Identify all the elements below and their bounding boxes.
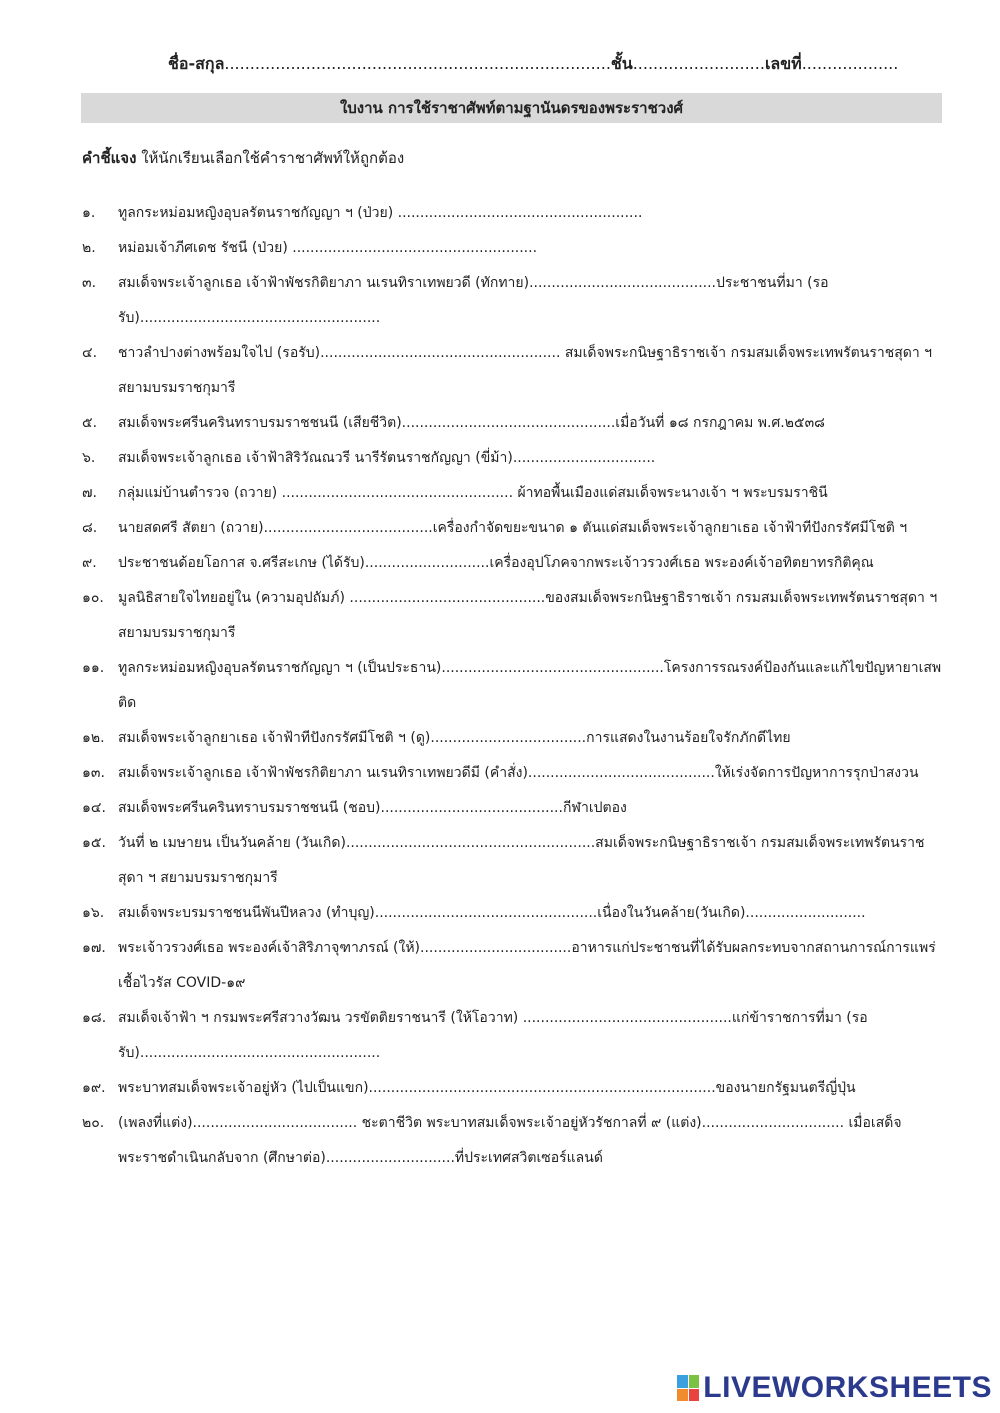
question-text[interactable]: สมเด็จพระเจ้าลูกเธอ เจ้าฟ้าสิริวัณณวรี นารีรัตนราชกัญญา (ขี่ม้า)................................ bbox=[118, 450, 656, 466]
instruction bbox=[82, 146, 404, 170]
question-number: ๙. bbox=[82, 555, 97, 571]
question-text[interactable]: หม่อมเจ้าภีศเดช รัชนี (ป่วย) ....................................................... bbox=[118, 240, 538, 256]
question-item bbox=[82, 441, 942, 476]
question-number: ๑๘. bbox=[82, 1010, 107, 1026]
question-text[interactable]: กลุ่มแม่บ้านตำรวจ (ถวาย) .................................................... ผ้าทอพื้นเมืองแด่สมเด็จพระนางเจ้า ฯ พระบรมราชินี bbox=[118, 485, 828, 501]
question-number: ๑๒. bbox=[82, 730, 105, 746]
question-number: ๑๓. bbox=[82, 765, 105, 781]
question-text[interactable]: สมเด็จพระศรีนครินทราบรมราชชนนี (เสียชีวิต)................................................เมื่อวันที่ ๑๘ กรกฎาคม พ.ศ.๒๕๓๘ bbox=[118, 415, 825, 431]
question-number: ๑๔. bbox=[82, 800, 106, 816]
worksheet-title: ใบงาน การใช้ราชาศัพท์ตามฐานันดรของพระราชวงศ์ bbox=[81, 93, 942, 123]
question-number: ๒๐. bbox=[82, 1115, 105, 1131]
question-text[interactable]: สมเด็จเจ้าฟ้า ฯ กรมพระศรีสวางวัฒน วรขัตติยราชนารี (ให้โอวาท) ...............................................แก่ข้าราชการที่มา (รอรับ)...................................................... bbox=[118, 1010, 868, 1061]
logo-text: LIVEWORKSHEETS bbox=[703, 1371, 992, 1404]
question-text[interactable]: วันที่ ๒ เมษายน เป็นวันคล้าย (วันเกิด)........................................................สมเด็จพระกนิษฐาธิราชเจ้า กรมสมเด็จพระเทพรัตนราชสุดา ฯ สยามบรมราชกุมารี bbox=[118, 835, 925, 886]
question-text[interactable]: สมเด็จพระเจ้าลูกเธอ เจ้าฟ้าพัชรกิติยาภา นเรนทิราเทพยวดีมี (คำสั่ง)..........................................ให้เร่งจัดการปัญหาการรุกป่าสงวน bbox=[118, 765, 919, 781]
question-number: ๑๗. bbox=[82, 940, 106, 956]
question-number: ๔. bbox=[82, 345, 98, 361]
question-number: ๑๖. bbox=[82, 905, 105, 921]
question-text[interactable]: (เพลงที่แต่ง)..................................... ชะตาชีวิต พระบาทสมเด็จพระเจ้าอยู่หัวรัชกาลที่ ๙ (แต่ง)................................ เมื่อเสด็จพระราชดำเนินกลับจาก (ศึกษาต่อ).............................ที่ประเทศสวิตเซอร์แลนด์ bbox=[118, 1115, 902, 1166]
question-text[interactable]: มูลนิธิสายใจไทยอยู่ใน (ความอุปถัมภ์) ............................................ของสมเด็จพระกนิษฐาธิราชเจ้า กรมสมเด็จพระเทพรัตนราชสุดา ฯ สยามบรมราชกุมารี bbox=[118, 590, 938, 641]
question-text[interactable]: สมเด็จพระบรมราชชนนีพันปีหลวง (ทำบุญ)..................................................เนื่องในวันคล้าย(วันเกิด)........................... bbox=[118, 905, 866, 921]
question-text[interactable]: พระบาทสมเด็จพระเจ้าอยู่หัว (ไปเป็นแขก)..............................................................................ของนายกรัฐมนตรีญี่ปุ่น bbox=[118, 1080, 856, 1096]
question-number: ๖. bbox=[82, 450, 96, 466]
question-number: ๑๐. bbox=[82, 590, 104, 606]
question-text[interactable]: สมเด็จพระศรีนครินทราบรมราชชนนี (ชอบ).........................................กีฬาเปตอง bbox=[118, 800, 627, 816]
question-number: ๑. bbox=[82, 205, 96, 221]
instruction-label: คำชี้แจง bbox=[82, 149, 137, 167]
number-label: เลขที่ bbox=[764, 54, 802, 73]
question-item bbox=[82, 1106, 942, 1176]
question-item bbox=[82, 511, 942, 546]
student-info-line bbox=[168, 52, 898, 77]
class-blank[interactable]: .......................... bbox=[632, 54, 765, 73]
question-text[interactable]: นายสดศรี สัตยา (ถวาย)......................................เครื่องกำจัดขยะขนาด ๑ ตันแด่สมเด็จพระเจ้าลูกยาเธอ เจ้าฟ้าทีปังกรรัศมีโชติ ฯ bbox=[118, 520, 908, 536]
question-item bbox=[82, 406, 942, 441]
number-blank[interactable]: ................... bbox=[801, 54, 899, 73]
question-item bbox=[82, 476, 942, 511]
question-number: ๗. bbox=[82, 485, 97, 501]
question-item bbox=[82, 826, 942, 896]
question-item bbox=[82, 1001, 942, 1071]
name-label: ชื่อ-สกุล bbox=[168, 54, 225, 73]
question-item bbox=[82, 791, 942, 826]
logo-icon bbox=[677, 1375, 699, 1401]
instruction-text: ให้นักเรียนเลือกใช้คำราชาศัพท์ให้ถูกต้อง bbox=[141, 149, 405, 167]
question-text[interactable]: ประชาชนด้อยโอกาส จ.ศรีสะเกษ (ได้รับ)............................เครื่องอุปโภคจากพระเจ้าวรวงศ์เธอ พระองค์เจ้าอทิตยาทรกิติคุณ bbox=[118, 555, 874, 571]
question-item bbox=[82, 931, 942, 1001]
question-text[interactable]: ทูลกระหม่อมหญิงอุบลรัตนราชกัญญา ฯ (เป็นประธาน)..................................................โครงการรณรงค์ป้องกันและแก้ไขปัญหายาเสพติด bbox=[118, 660, 942, 711]
question-number: ๒. bbox=[82, 240, 96, 256]
question-item bbox=[82, 651, 942, 721]
question-item bbox=[82, 336, 942, 406]
question-text[interactable]: สมเด็จพระเจ้าลูกยาเธอ เจ้าฟ้าทีปังกรรัศมีโชติ ฯ (ดู)...................................การแสดงในงานร้อยใจรักภักดีไทย bbox=[118, 730, 791, 746]
question-item bbox=[82, 896, 942, 931]
question-item bbox=[82, 196, 942, 231]
question-item bbox=[82, 266, 942, 336]
liveworksheets-logo[interactable] bbox=[677, 1371, 992, 1405]
question-item bbox=[82, 581, 942, 651]
question-number: ๓. bbox=[82, 275, 97, 291]
question-text[interactable]: ทูลกระหม่อมหญิงอุบลรัตนราชกัญญา ฯ (ป่วย) ....................................................... bbox=[118, 205, 643, 221]
question-text[interactable]: ชาวลำปางต่างพร้อมใจไป (รอรับ)...................................................... สมเด็จพระกนิษฐาธิราชเจ้า กรมสมเด็จพระเทพรัตนราชสุดา ฯ สยามบรมราชกุมารี bbox=[118, 345, 933, 396]
question-item bbox=[82, 231, 942, 266]
question-text[interactable]: สมเด็จพระเจ้าลูกเธอ เจ้าฟ้าพัชรกิติยาภา นเรนทิราเทพยวดี (ทักทาย)..........................................ประชาชนที่มา (รอรับ)...................................................... bbox=[118, 275, 829, 326]
question-item bbox=[82, 546, 942, 581]
question-item bbox=[82, 756, 942, 791]
question-list bbox=[82, 196, 942, 1176]
question-number: ๕. bbox=[82, 415, 98, 431]
question-text[interactable]: พระเจ้าวรวงศ์เธอ พระองค์เจ้าสิริภาจุฑาภรณ์ (ให้)..................................อาหารแก่ประชาชนที่ได้รับผลกระทบจากสถานการณ์การแพร่เชื้อไวรัส COVID-๑๙ bbox=[118, 940, 936, 991]
question-item bbox=[82, 721, 942, 756]
question-number: ๑๙. bbox=[82, 1080, 106, 1096]
name-blank[interactable]: ............................................................................ bbox=[224, 54, 611, 73]
question-number: ๑๑. bbox=[82, 660, 105, 676]
class-label: ชั้น bbox=[610, 54, 633, 73]
question-item bbox=[82, 1071, 942, 1106]
question-number: ๘. bbox=[82, 520, 98, 536]
question-number: ๑๕. bbox=[82, 835, 106, 851]
